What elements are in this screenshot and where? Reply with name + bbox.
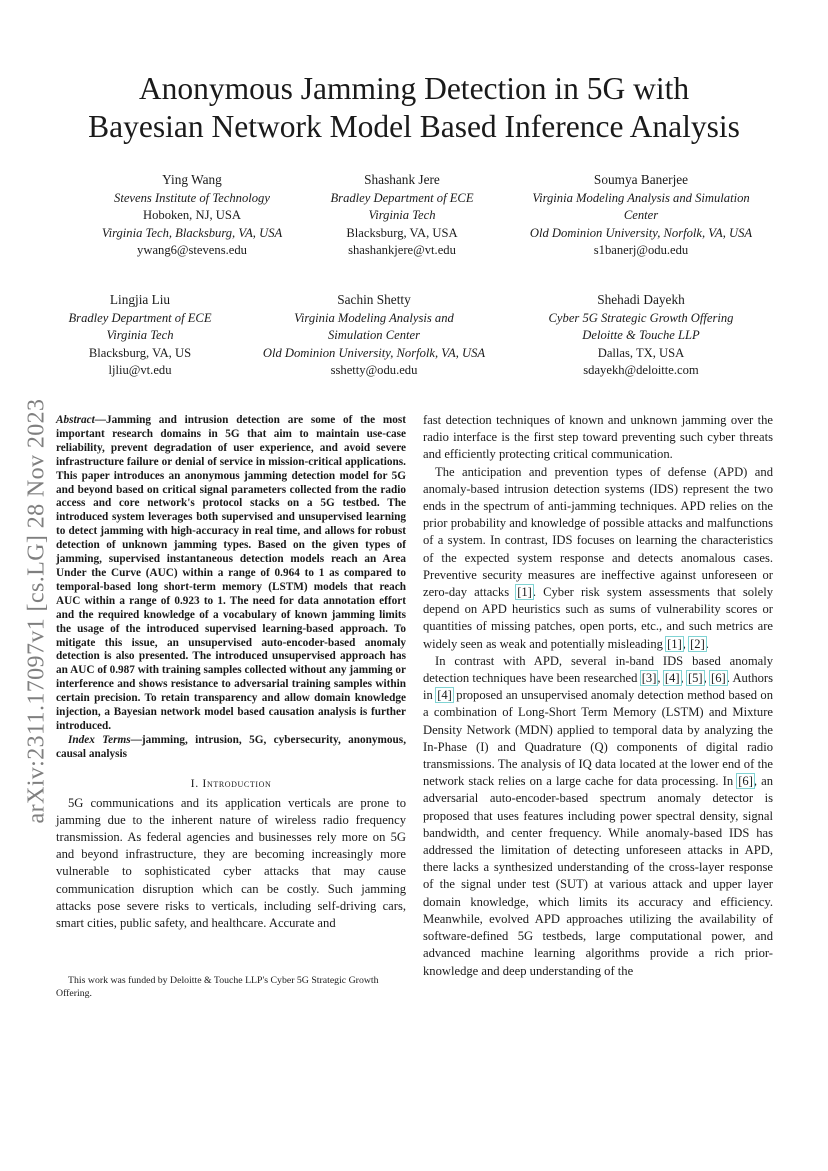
funding-footnote: This work was funded by Deloitte & Touche LLP's Cyber 5G Strategic Growth Offering. bbox=[56, 975, 379, 999]
index-terms bbox=[56, 734, 406, 762]
author-affiliation: Virginia Tech, Blacksburg, VA, USA bbox=[101, 225, 283, 240]
abstract-lead: Abstract bbox=[56, 414, 95, 426]
author-location: Hoboken, NJ, USA bbox=[143, 208, 241, 223]
author-affiliation: Virginia Tech bbox=[106, 328, 174, 343]
author-location: Blacksburg, VA, USA bbox=[346, 225, 458, 240]
author-email[interactable]: ywang6@stevens.edu bbox=[137, 242, 247, 257]
author-name: Shehadi Dayekh bbox=[597, 292, 685, 307]
author-name: Shashank Jere bbox=[364, 172, 440, 187]
author-affiliation: Cyber 5G Strategic Growth Offering bbox=[548, 311, 734, 325]
author-email[interactable]: ljliu@vt.edu bbox=[108, 362, 172, 377]
paragraph-text: In contrast with APD, several in-band IDS based anomaly detection techniques have been researched bbox=[423, 653, 773, 686]
arxiv-identifier[interactable]: arXiv:2311.17097v1 [cs.LG] 28 Nov 2023 bbox=[23, 398, 50, 824]
author-affiliation: Bradley Department of ECE bbox=[330, 191, 474, 205]
author-location: Dallas, TX, USA bbox=[597, 345, 685, 360]
paper-title-line-2: Bayesian Network Model Based Inference Analysis bbox=[88, 109, 740, 144]
citation-link[interactable]: [1] bbox=[517, 585, 532, 600]
author-email[interactable]: sshetty@odu.edu bbox=[330, 362, 418, 377]
author-affiliation: Deloitte & Touche LLP bbox=[582, 328, 700, 343]
citation-link[interactable]: [5] bbox=[687, 671, 703, 686]
section-heading: I. Introduction bbox=[190, 775, 272, 790]
left-column bbox=[56, 414, 406, 932]
intro-paragraph: 5G communications and its application verticals are prone to jamming due to the inherent nature of wireless radio frequency transmission. As federal agencies and businesses rely more on 5G and beyond infrastructure, they are becoming increasingly more vulnerable to sophisticated cyber attacks that may cause communication disruption which can be costly. Such jamming attacks pose severe risks to verticals, including self-driving cars, smart cities, public safety, and healthcare. Accurate and bbox=[56, 795, 406, 931]
paragraph-text: . bbox=[705, 636, 709, 651]
body-paragraph: In contrast with APD, several in-band IDS based anomaly detection techniques have been researched [3], [4], [5], [6]. Authors in [4] proposed an unsupervised anomaly detection method based on a combination of Long-Short Term Memory (LSTM) and Mixture Density Network (MDN) applied to temporal data by analyzing the In-Phase (I) and Quadrature (Q) components of digital radio transmissions. The analysis of IQ data located at the lower end of the network stack relies on a large cache for data processing. In [6], an adversarial auto-encoder-based spectrum anomaly detector is proposed that uses features including power spectral density, signal bandwidth, and center frequency. While anomaly-based IDS has addressed the limitation of detecting unforeseen attacks in APD, there lacks a synthesized understanding of the cross-layer response of the signal under test (SUT) at various attack and upper layer domain knowledge, which limits its accuracy and efficiency. Meanwhile, evolved APD approaches utilizing the availability of software-defined 5G testbeds, large computational power, and advanced machine learning algorithms provide a rich prior-knowledge and deep understanding of the bbox=[423, 653, 774, 978]
author-block bbox=[309, 170, 495, 259]
citation-link[interactable]: [1] bbox=[667, 636, 682, 651]
paragraph-text: . Cyber risk system assessments that solely depend on APD heuristics such as sums of vulnerability scores or quantities of missing patches, open ports, etc., and such metrics are widely seen as weak and potentially misleading bbox=[423, 585, 773, 651]
citation-link[interactable]: [4] bbox=[664, 671, 680, 686]
citation-link[interactable]: [2] bbox=[690, 636, 705, 651]
index-terms-lead: Index Terms bbox=[68, 733, 131, 746]
citation-link[interactable]: [4] bbox=[437, 688, 452, 703]
index-terms-text: —jamming, intrusion, 5G, cybersecurity, anonymous, causal analysis bbox=[56, 733, 407, 760]
paragraph-text: , bbox=[682, 636, 686, 651]
author-affiliation: Virginia Modeling Analysis and bbox=[294, 311, 454, 325]
author-affiliation: Virginia Tech bbox=[368, 208, 436, 223]
author-affiliation: Bradley Department of ECE bbox=[68, 311, 212, 325]
author-affiliation: Stevens Institute of Technology bbox=[114, 191, 270, 205]
paragraph-text: The anticipation and prevention types of defense (APD) and anomaly-based intrusion detection systems (IDS) represent the two ends in the spectrum of anti-jamming techniques. APD relies on the prior probability and knowledge of possible attacks and malfunctions of a system. In contrast, IDS focuses on learning the characteristics of the expected system response and detects anomalous cases. Preventive security measures are ineffective against unforeseen or zero-day attacks bbox=[423, 464, 773, 600]
author-affiliation: Simulation Center bbox=[328, 328, 420, 343]
paragraph-text: , an adversarial auto-encoder-based spectrum anomaly detector is proposed that uses features including power spectral density, signal bandwidth, and center frequency. While anomaly-based IDS has addressed the limitation of detecting unforeseen attacks in APD, there lacks a synthesized understanding of the cross-layer response of the signal under test (SUT) at various attack and upper layer domain knowledge, which limits its accuracy and efficiency. Meanwhile, evolved APD approaches utilizing the availability of software-defined 5G testbeds, large computational power, and advanced machine learning algorithms provide a rich prior-knowledge and deep understanding of the bbox=[423, 774, 774, 978]
author-affiliation: Virginia Modeling Analysis and Simulation bbox=[532, 191, 750, 205]
author-block bbox=[512, 170, 770, 259]
author-block bbox=[99, 170, 285, 259]
author-email[interactable]: shashankjere@vt.edu bbox=[348, 242, 456, 257]
citation-link[interactable]: [6] bbox=[738, 774, 753, 789]
right-column bbox=[423, 412, 773, 980]
author-name: Sachin Shetty bbox=[337, 292, 411, 307]
paragraph-text: proposed an unsupervised anomaly detection method based on a combination of Long-Short Term Memory (LSTM) and Mixture Density Network (MDN) applied to temporal data by analyzing the In-Phase (I) and Quadrature (Q) components of digital radio transmissions. The analysis of IQ data located at the lower end of the network stack relies on a large cache for data processing. In bbox=[423, 688, 773, 789]
author-affiliation: Old Dominion University, Norfolk, VA, USA bbox=[262, 345, 486, 360]
author-affiliation: Old Dominion University, Norfolk, VA, USA bbox=[529, 225, 753, 240]
author-affiliation: Center bbox=[623, 208, 659, 223]
author-name: Lingjia Liu bbox=[109, 292, 171, 307]
body-paragraph bbox=[423, 464, 773, 653]
citation-link[interactable]: [3] bbox=[641, 671, 657, 686]
author-email[interactable]: sdayekh@deloitte.com bbox=[583, 362, 699, 377]
author-name: Soumya Banerjee bbox=[593, 172, 689, 187]
paper-title bbox=[40, 70, 788, 146]
author-block bbox=[522, 290, 760, 379]
abstract bbox=[56, 414, 406, 734]
author-block bbox=[243, 290, 505, 379]
paragraph-text: . Authors in bbox=[423, 671, 774, 703]
body-paragraph: fast detection techniques of known and unknown jamming over the radio interface is the first step toward preventing such cyber threats and efficiently protecting critical communication. bbox=[423, 413, 773, 462]
author-location: Blacksburg, VA, US bbox=[88, 345, 192, 360]
citation-link[interactable]: [6] bbox=[711, 671, 726, 686]
author-email[interactable]: s1banerj@odu.edu bbox=[593, 242, 689, 257]
author-name: Ying Wang bbox=[162, 172, 222, 187]
paper-title-line-1: Anonymous Jamming Detection in 5G with bbox=[138, 71, 690, 106]
author-block bbox=[50, 290, 230, 379]
abstract-text: —Jamming and intrusion detection are some of the most important research domains in 5G that aim to maintain use-case reliability, prevent degradation of user experience, and avoid severe infrastructure failure or denial of service in mission-critical applications. This paper introduces an anonymous jamming detection model for 5G and beyond based on critical signal parameters collected from the radio access and core network's protocol stacks on a 5G testbed. The introduced system leverages both supervised and unsupervised learning to detect jamming with high-accuracy in real time, and allows for robust detection of unknown jamming types. Based on the given types of jamming, supervised instantaneous detection models reach an Area Under the Curve (AUC) within a range of 0.964 to 1 as compared to temporal-based long short-term memory (LSTM) models that reach AUC within a range of 0.923 to 1. The need for data annotation effort and the required knowledge of a vocabulary of known jamming limits the usage of the introduced supervised learning-based approach. To mitigate this issue, an unsupervised auto-encoder-based anomaly detection is also presented. The introduced unsupervised approach has an AUC of 0.987 with training samples collected without any jamming or interference and shows resistance to adversarial training samples within certain precision. To retain transparency and allow domain knowledge injection, a Bayesian network model based causation analysis is further introduced. bbox=[56, 414, 406, 732]
